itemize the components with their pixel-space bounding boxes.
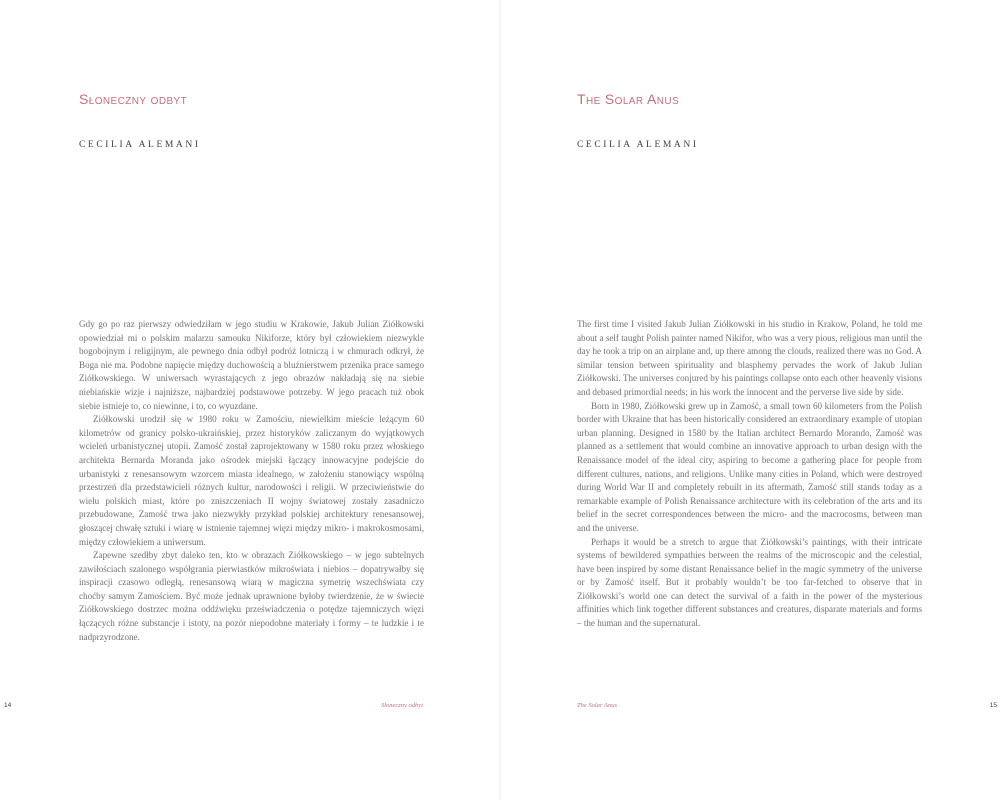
author-name: CECILIA ALEMANI xyxy=(577,140,699,150)
paragraph: Gdy go po raz pierwszy odwiedziłam w jego studiu w Krakowie, Jakub Julian Ziółkowski opowiedział mi o polskim malarzu samouku Nikiforze, który był człowiekiem niezwykle bogobojnym i religijnym, ale pewnego dnia odbył podróż lotniczą i w chmurach odkrył, że Boga nie ma. Podobne napięcie między duchowością a bluźnierstwem przenika prace samego Ziółkowskiego. W uniwersach wyrastających z jego obrazów nakładają się na siebie niebiańskie wizje i najniższe, najbardziej podstawowe potrzeby. W jego pracach tuż obok siebie istnieje to, co niewinne, i to, co wyuzdane. xyxy=(79,319,424,411)
page-title: Słoneczny odbyt xyxy=(79,91,188,107)
body-text xyxy=(577,318,922,631)
right-page xyxy=(500,0,1000,800)
page-number: 14 xyxy=(4,702,12,709)
page-title: The Solar Anus xyxy=(577,91,680,107)
running-footer: Słoneczny odbyt xyxy=(380,702,423,709)
paragraph: Ziółkowski urodził się w 1980 roku w Zamościu, niewielkim mieście leżącym 60 kilometrów od granicy polsko-ukraińskiej, przez historyków zaliczanym do wyjątkowych wcieleń urbanistycznej utopii. Zamość został zaprojektowany w 1580 roku przez włoskiego architekta Bernarda Moranda jako ośrodek miejski łączący innowacyjne podejście do urbanistyki z renesansowym wzorcem miasta idealnego, w założeniu stanowiący wspólną przestrzeń dla przedstawicieli różnych kultur, narodowości i religii. W przeciwieństwie do wielu polskich miast, które po zniszczeniach II wojny światowej zostały zasadniczo przebudowane, Zamość trwa jako niezwykły przykład polskiej architektury renesansowej, głoszącej chwałę sztuki i wiarę w istnienie tajemnej więzi między mikro- i makrokosmosami, między człowiekiem a uniwersum. xyxy=(79,414,424,547)
paragraph: Perhaps it would be a stretch to argue that Ziółkowski’s paintings, with their intricate systems of bewildered sympathies between the realms of the microscopic and the celestial, have been inspired by some distant Renaissance belief in the magic symmetry of the universe or by Zamość itself. But it probably wouldn’t be too far-fetched to observe that in Ziółkowski’s world one can detect the survival of a faith in the power of the mysterious affinities which link together different substances and creatures, disparate materials and forms – the human and the supernatural. xyxy=(577,536,922,629)
paragraph: Born in 1980, Ziółkowski grew up in Zamość, a small town 60 kilometers from the Polish border with Ukraine that has been historically considered an extraordinary example of utopian urban planning. Designed in 1580 by the Italian architect Bernardo Morando, Zamość was planned as a settlement that would combine an innovative approach to urban design with the Renaissance model of the ideal city, aspiring to become a gathering place for people from different cultures, nations, and religions. Unlike many cities in Poland, which were destroyed during World War II and completely rebuilt in its aftermath, Zamość still stands today as a remarkable example of Polish Renaissance architecture with its celebration of the arts and its belief in the secret correspondences between the micro- and the macrocosms, between man and the universe. xyxy=(577,400,922,533)
paragraph: The first time I visited Jakub Julian Ziółkowski in his studio in Krakow, Poland, he told me about a self taught Polish painter named Nikifor, who was a very pious, religious man until the day he took a trip on an airplane and, up there among the clouds, realized there was no God. A similar tension between spirituality and blasphemy pervades the work of Jakub Julian Ziółkowski. The universes conjured by his paintings collapse onto each other heavenly visions and debased primordial needs; in his work the innocent and the perverse live side by side. xyxy=(577,319,922,397)
running-footer: The Solar Anus xyxy=(577,702,617,709)
body-text xyxy=(79,318,424,644)
author-name: CECILIA ALEMANI xyxy=(79,140,201,150)
page-number: 15 xyxy=(989,702,997,709)
paragraph: Zapewne szedłby zbyt daleko ten, kto w obrazach Ziółkowskiego – w jego subtelnych zawiłościach szalonego współgrania pierwiastków mikroświata i niebios – dopatrywałby się inspiracji czasowo odległą, renesansową wiarą w magiczna symetrię wszechświata czy choćby samym Zamościem. Być może jednak uprawnione byłoby twierdzenie, że w świecie Ziółkowskiego dostrzec można oddźwięku przeświadczenia o potędze tajemniczych więzi łączących różne substancje i istoty, na pozór niepodobne materiały i formy – te ludzkie i te nadprzyrodzone. xyxy=(79,550,424,642)
